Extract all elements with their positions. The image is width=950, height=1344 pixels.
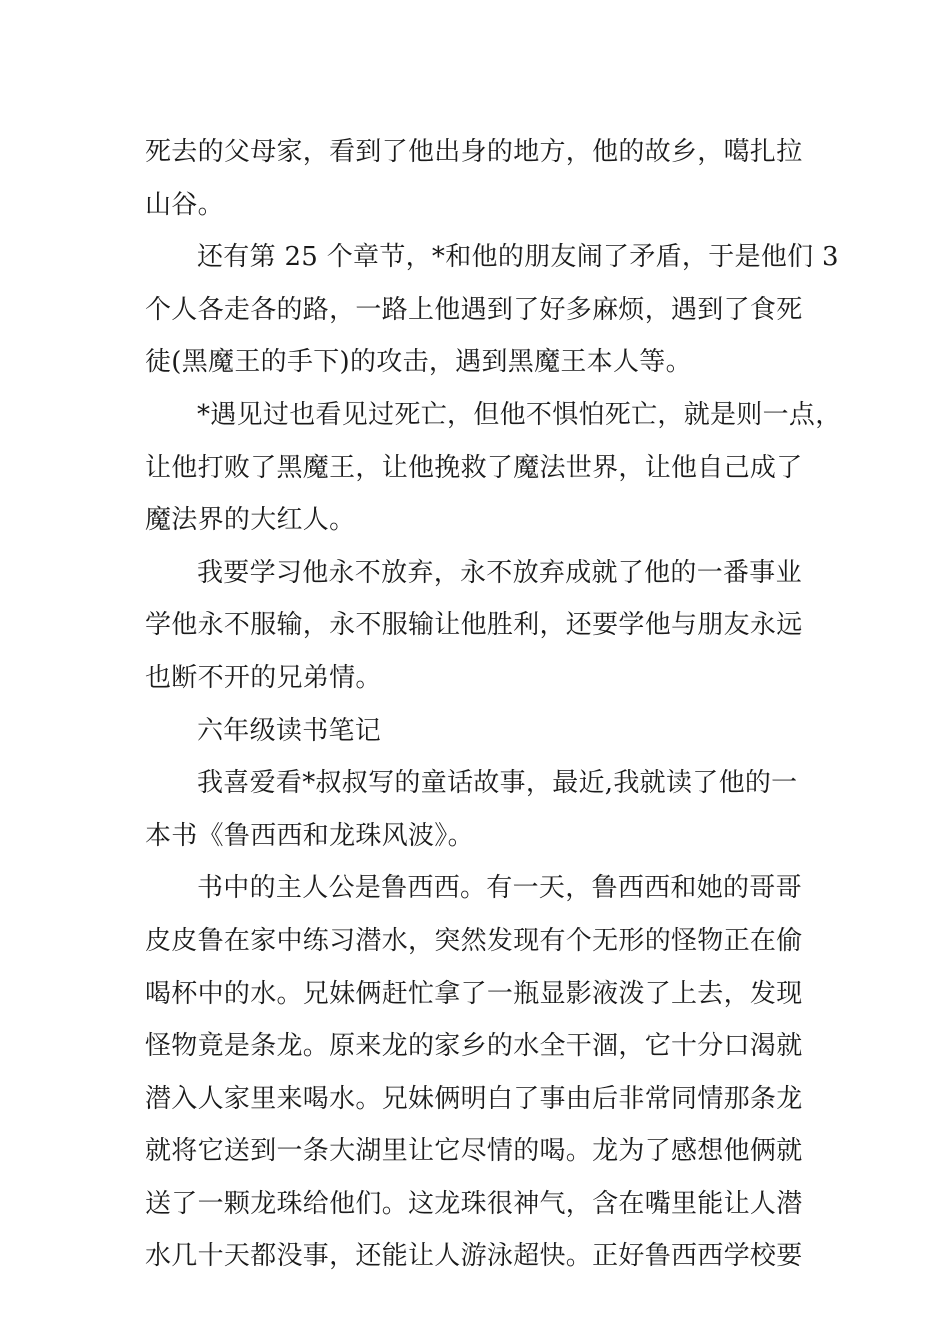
text-line: 魔法界的大红人。 bbox=[145, 505, 356, 536]
text-line: 山谷。 bbox=[145, 189, 224, 220]
text-line: 也断不开的兄弟情。 bbox=[145, 662, 382, 693]
text-line: 本书《鲁西西和龙珠风波》。 bbox=[145, 820, 474, 851]
text-line: 潜入人家里来喝水。兄妹俩明白了事由后非常同情那条龙 bbox=[145, 1083, 803, 1114]
document-body bbox=[145, 126, 842, 1283]
paragraph-start-line: 我要学习他永不放弃，永不放弃成就了他的一番事业 bbox=[197, 557, 802, 588]
paragraph-start-line: 书中的主人公是鲁西西。有一天，鲁西西和她的哥哥 bbox=[197, 873, 802, 904]
text-line: 皮皮鲁在家中练习潜水，突然发现有个无形的怪物正在偷 bbox=[145, 925, 803, 956]
paragraph-start-line: 我喜爱看*叔叔写的童话故事，最近,我就读了他的一 bbox=[197, 768, 798, 799]
section-heading: 六年级读书笔记 bbox=[197, 715, 382, 746]
paragraph-start-line: *遇见过也看见过死亡，但他不惧怕死亡，就是则一点， bbox=[197, 399, 842, 430]
text-line: 送了一颗龙珠给他们。这龙珠很神气，含在嘴里能让人潜 bbox=[145, 1188, 803, 1219]
text-line: 喝杯中的水。兄妹俩赶忙拿了一瓶显影液泼了上去，发现 bbox=[145, 978, 803, 1009]
paragraph-start-line: 还有第 25 个章节，*和他的朋友闹了矛盾，于是他们 3 bbox=[197, 242, 839, 273]
text-line: 死去的父母家，看到了他出身的地方，他的故乡，噶扎拉 bbox=[145, 137, 803, 167]
text-line: 水几十天都没事，还能让人游泳超快。正好鲁西西学校要 bbox=[145, 1241, 803, 1272]
text-line: 怪物竟是条龙。原来龙的家乡的水全干涸，它十分口渴就 bbox=[145, 1031, 803, 1062]
text-line: 徒(黑魔王的手下)的攻击，遇到黑魔王本人等。 bbox=[145, 347, 692, 378]
text-line: 让他打败了黑魔王，让他挽救了魔法世界，让他自己成了 bbox=[145, 452, 803, 483]
text-line: 学他永不服输，永不服输让他胜利，还要学他与朋友永远 bbox=[145, 610, 803, 641]
text-line: 个人各走各的路，一路上他遇到了好多麻烦，遇到了食死 bbox=[145, 294, 803, 325]
text-line: 就将它送到一条大湖里让它尽情的喝。龙为了感想他俩就 bbox=[145, 1136, 803, 1167]
